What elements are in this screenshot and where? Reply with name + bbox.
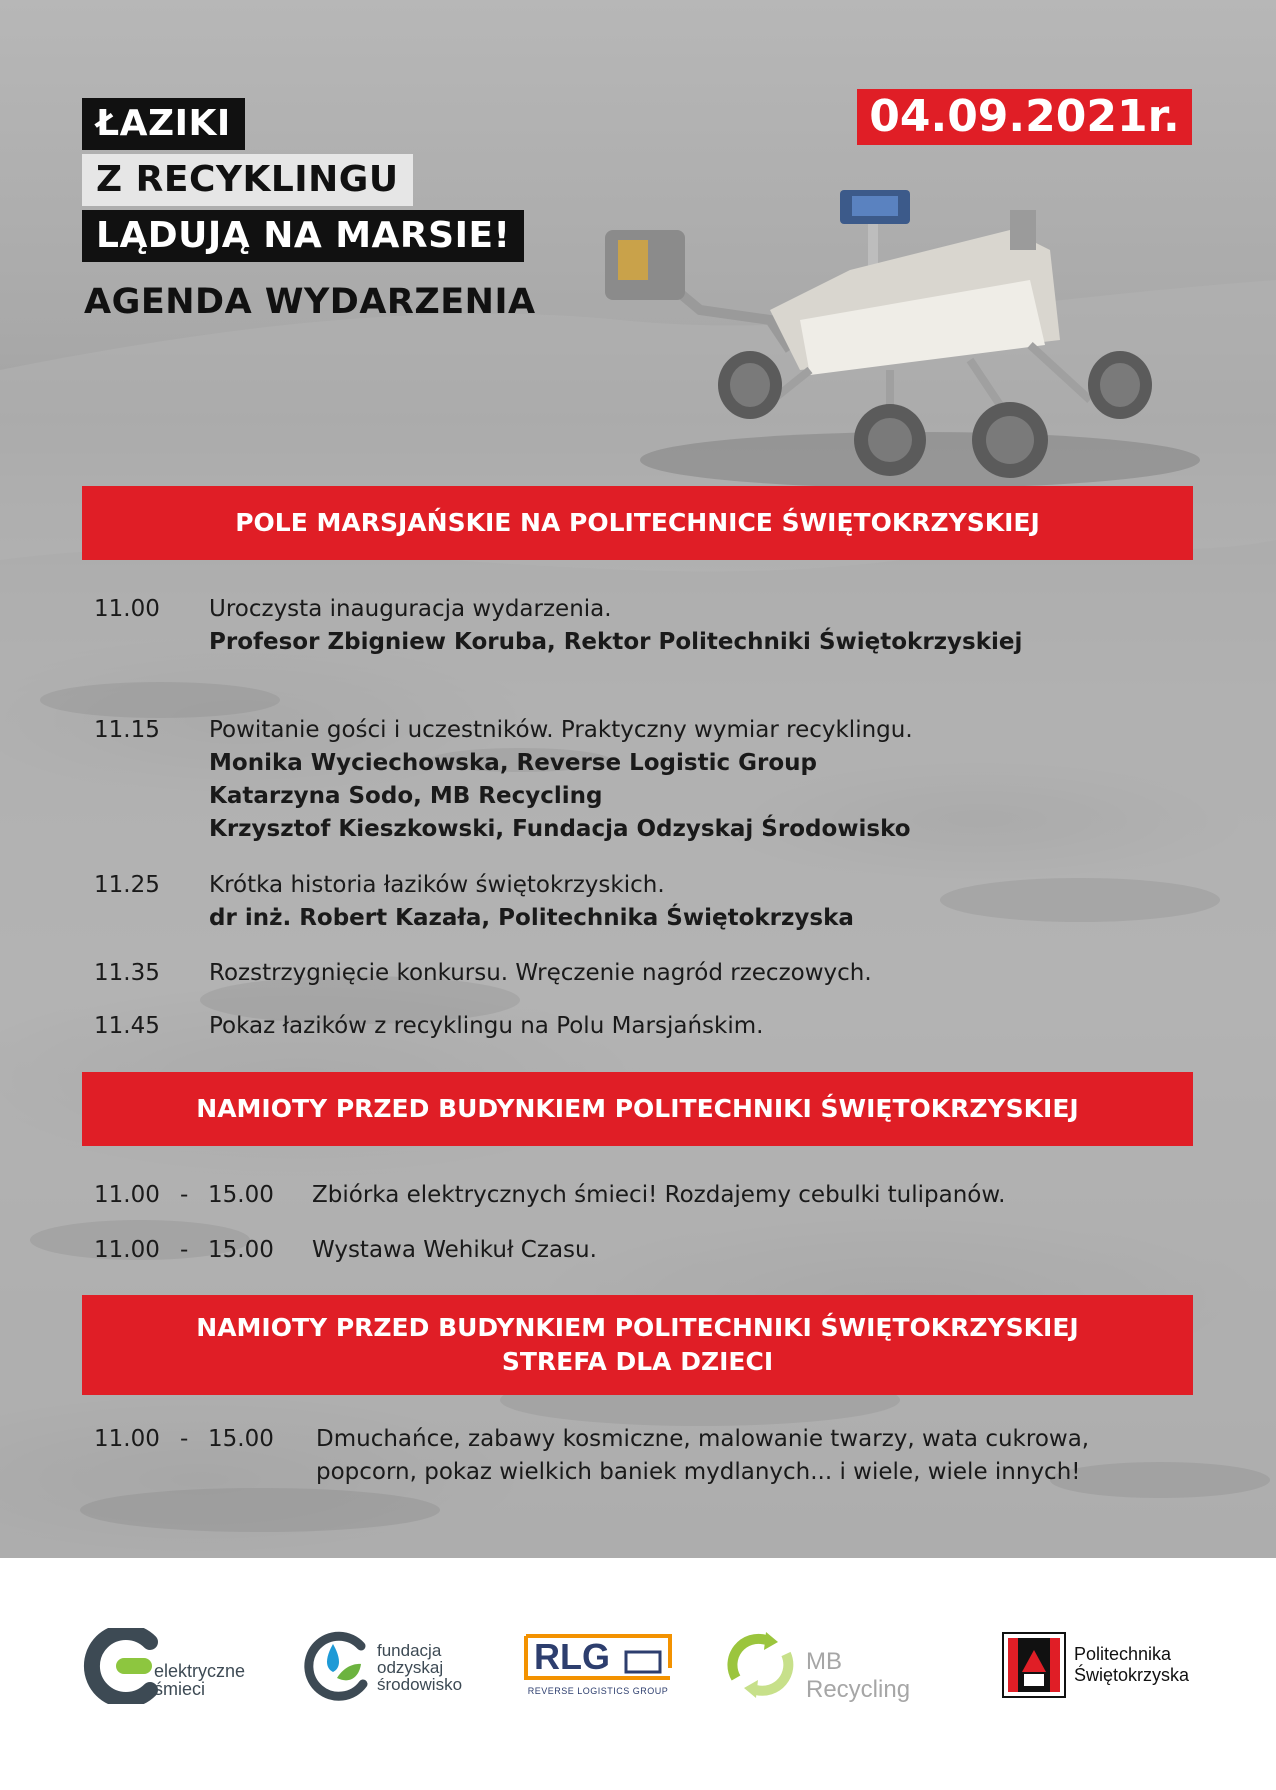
section-title: POLE MARSJAŃSKIE NA POLITECHNICE ŚWIĘTOKRZYSKIEJ [235,508,1040,537]
politechnika-swietokrzyska-logo [1002,1626,1202,1706]
agenda-speaker: dr inż. Robert Kazała, Politechnika Świętokrzyska [209,905,854,931]
agenda-speaker: Profesor Zbigniew Koruba, Rektor Politechniki Świętokrzyskiej [209,629,1023,655]
logo-label: elektryczne [154,1661,246,1681]
university-emblem-icon [1002,1632,1066,1698]
logo-label: RLG [534,1636,610,1677]
title-line-1: ŁAZIKI [82,98,245,150]
agenda-time: 11.45 [94,1013,160,1039]
fundacja-odzyskaj-srodowisko-logo [303,1626,483,1706]
section-header-mars-field [82,486,1193,560]
section-title-line-1: NAMIOTY PRZED BUDYNKIEM POLITECHNIKI ŚWIĘTOKRZYSKIEJ [196,1313,1079,1342]
agenda-description: Uroczysta inauguracja wydarzenia. [209,596,612,622]
agenda-description: Zbiórka elektrycznych śmieci! Rozdajemy cebulki tulipanów. [312,1182,1006,1208]
agenda-description: Pokaz łazików z recyklingu na Polu Marsjańskim. [209,1013,764,1039]
rlg-logo [522,1626,674,1706]
agenda-heading: AGENDA WYDARZENIA [84,282,536,322]
agenda-time: 11.00 [94,596,160,622]
agenda-description-line-2: popcorn, pokaz wielkich baniek mydlanych... i wiele, wiele innych! [316,1459,1081,1485]
range-separator: - [180,1182,189,1208]
range-separator: - [180,1426,189,1452]
agenda-time: 11.25 [94,872,160,898]
elektryczne-smieci-logo [80,1626,260,1706]
mars-rover-image [590,170,1230,490]
drop-leaf-icon [303,1628,373,1704]
range-separator: - [180,1237,189,1263]
logo-label: REVERSE LOGISTICS GROUP [527,1686,669,1696]
section-header-kids-zone [82,1295,1193,1395]
logo-label: MB Recycling [806,1648,911,1703]
mb-recycling-logo [726,1626,946,1706]
section-header-tents [82,1072,1193,1146]
event-date-badge: 04.09.2021r. [857,89,1192,145]
logo-label: śmieci [154,1679,206,1699]
agenda-start-time: 11.00 [94,1182,160,1208]
logo-label: Politechnika [1074,1644,1172,1664]
title-line-2: Z RECYKLINGU [82,154,413,206]
agenda-description: Wystawa Wehikuł Czasu. [312,1237,597,1263]
agenda-time: 11.15 [94,717,160,743]
logo-label: fundacja [377,1641,442,1660]
section-title-line-2: STREFA DLA DZIECI [501,1347,774,1376]
logo-label: Świętokrzyska [1074,1665,1190,1685]
agenda-end-time: 15.00 [208,1182,274,1208]
agenda-end-time: 15.00 [208,1237,274,1263]
agenda-speaker: Monika Wyciechowska, Reverse Logistic Group [209,750,817,776]
title-line-3: LĄDUJĄ NA MARSIE! [82,210,524,262]
section-title: NAMIOTY PRZED BUDYNKIEM POLITECHNIKI ŚWIĘTOKRZYSKIEJ [196,1094,1079,1123]
agenda-speaker: Katarzyna Sodo, MB Recycling [209,783,603,809]
agenda-speaker: Krzysztof Kieszkowski, Fundacja Odzyskaj Środowisko [209,816,911,842]
agenda-description: Krótka historia łazików świętokrzyskich. [209,872,665,898]
agenda-start-time: 11.00 [94,1426,160,1452]
logo-label: środowisko [377,1675,463,1694]
recycle-arrows-icon [726,1632,796,1698]
logo-label: odzyskaj [377,1658,444,1677]
agenda-description-line-1: Dmuchańce, zabawy kosmiczne, malowanie twarzy, wata cukrowa, [316,1426,1090,1452]
agenda-start-time: 11.00 [94,1237,160,1263]
agenda-description: Rozstrzygnięcie konkursu. Wręczenie nagród rzeczowych. [209,960,872,986]
agenda-description: Powitanie gości i uczestników. Praktyczny wymiar recyklingu. [209,717,913,743]
agenda-time: 11.35 [94,960,160,986]
agenda-end-time: 15.00 [208,1426,274,1452]
elektryczne-smieci-icon [80,1628,158,1704]
